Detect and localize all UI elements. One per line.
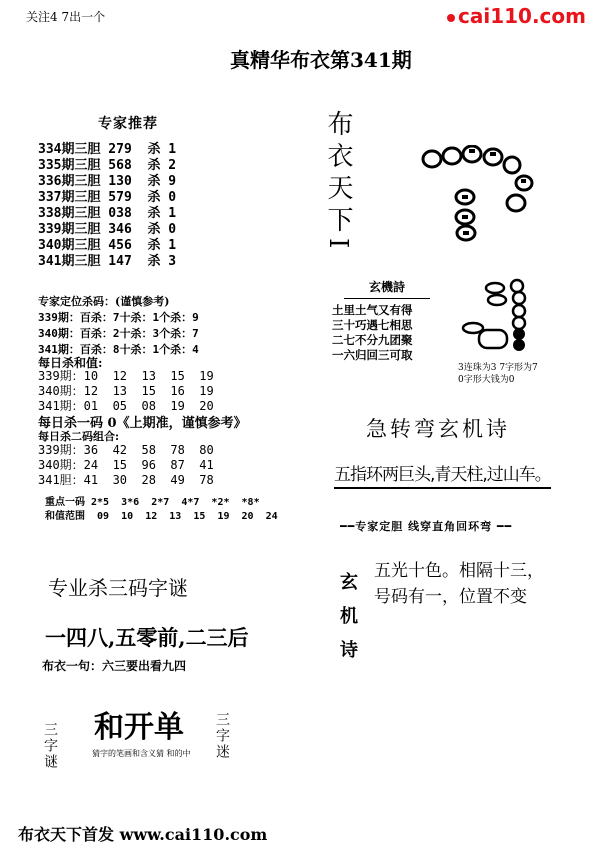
riddle-poem <box>374 558 544 610</box>
expert-row: 336期三胆 130 杀 9 <box>38 174 177 189</box>
daily-two-row: 341胆：41 30 28 49 78 <box>38 473 214 487</box>
poem-line: 一六归回三可取 <box>332 348 413 362</box>
beads-note-line: 3连珠为3 7字形为7 <box>458 363 538 373</box>
daily-two-row: 340期：24 15 96 87 41 <box>38 458 214 472</box>
expert-list <box>38 142 176 270</box>
expert-row: 337期三胆 579 杀 0 <box>38 190 177 205</box>
expert-row: 340期三胆 456 杀 1 <box>38 238 177 253</box>
poem-line: 二七不分九团聚 <box>332 333 413 347</box>
cloth-line: 布衣一句：六三要出看九四 <box>42 659 187 673</box>
beads-icon <box>455 278 545 358</box>
daily-sum-list <box>38 369 214 414</box>
poem-box <box>332 278 442 363</box>
daily-one-code: 每日杀一码 0《上期准，谨慎参考》 <box>38 416 247 431</box>
top-note: 关注4 7出一个 <box>26 10 106 24</box>
positioning-row: 340期：百杀：2十杀：3个杀：7 <box>38 327 199 340</box>
xuanji-vertical-title: 玄机诗 <box>337 572 358 674</box>
riddle-poem-line: 号码有一，位置不变 <box>374 587 527 607</box>
positioning-list <box>38 310 199 358</box>
daily-two-title: 每日杀二码组合: <box>38 430 120 443</box>
expert-title: 专家推荐 <box>98 116 158 132</box>
riddle-title: 专业杀三码字谜 <box>48 576 188 600</box>
sign-text: 五指环两巨头,青天柱,过山车。 <box>334 460 551 489</box>
daily-sum-row: 340期：12 13 15 16 19 <box>38 384 214 398</box>
riddle-body: 一四八,五零前,二三后 <box>45 625 249 650</box>
sum-range: 和值范围 09 10 12 13 15 19 20 24 <box>45 511 278 522</box>
expert-row: 339期三胆 346 杀 0 <box>38 222 177 237</box>
riddle-word: 和开单 <box>94 710 184 745</box>
expert-row: 334期三胆 279 杀 1 <box>38 142 177 157</box>
poem-title: 玄機詩 <box>344 278 430 299</box>
poem-line: 三十巧遇七相思 <box>332 318 413 332</box>
beads-note-line: 0字形大钱为0 <box>458 375 515 385</box>
three-char-riddle-left: 三字谜 <box>42 722 58 770</box>
coin-circles-icon <box>420 145 540 255</box>
daily-two-row: 339期：36 42 58 78 80 <box>38 443 214 457</box>
footer-text: 布衣天下首发 www.cai110.com <box>18 825 268 844</box>
expert-row: 335期三胆 568 杀 2 <box>38 158 177 173</box>
daily-two-list <box>38 443 214 488</box>
positioning-title: 专家定位杀码：(谨慎参考) <box>38 295 170 308</box>
brand-logo[interactable] <box>447 4 586 28</box>
three-char-riddle-right: 三字迷 <box>214 712 230 760</box>
positioning-row: 341期：百杀：8十杀：1个杀：4 <box>38 343 199 356</box>
daily-sum-title: 每日杀和值: <box>38 356 103 370</box>
vertical-title: 布衣天下I <box>323 110 353 255</box>
poem-line: 土里土气又有得 <box>332 303 413 317</box>
page-title: 真精华布衣第341期 <box>230 48 412 72</box>
daily-sum-row: 341期：01 05 08 19 20 <box>38 399 214 413</box>
daily-sum-row: 339期：10 12 13 15 19 <box>38 369 214 383</box>
expert-line: ━━专家定胆 线穿直角回环弯 ━━ <box>340 520 513 533</box>
positioning-row: 339期：百杀：7十杀：1个杀：9 <box>38 311 199 324</box>
key-one-code: 重点一码 2*5 3*6 2*7 4*7 *2* *8* <box>45 497 260 508</box>
expert-row: 341期三胆 147 杀 3 <box>38 254 177 269</box>
brand-dot-icon <box>447 14 455 22</box>
beads-note <box>458 362 538 386</box>
riddle-note: 猜字的笔画和含义猜 和的中 <box>92 749 191 758</box>
expert-row: 338期三胆 038 杀 1 <box>38 206 177 221</box>
brand-text: cai110.com <box>458 4 586 28</box>
xuanji-title: 急转弯玄机诗 <box>366 417 510 441</box>
riddle-poem-line: 五光十色。相隔十三， <box>374 561 544 581</box>
